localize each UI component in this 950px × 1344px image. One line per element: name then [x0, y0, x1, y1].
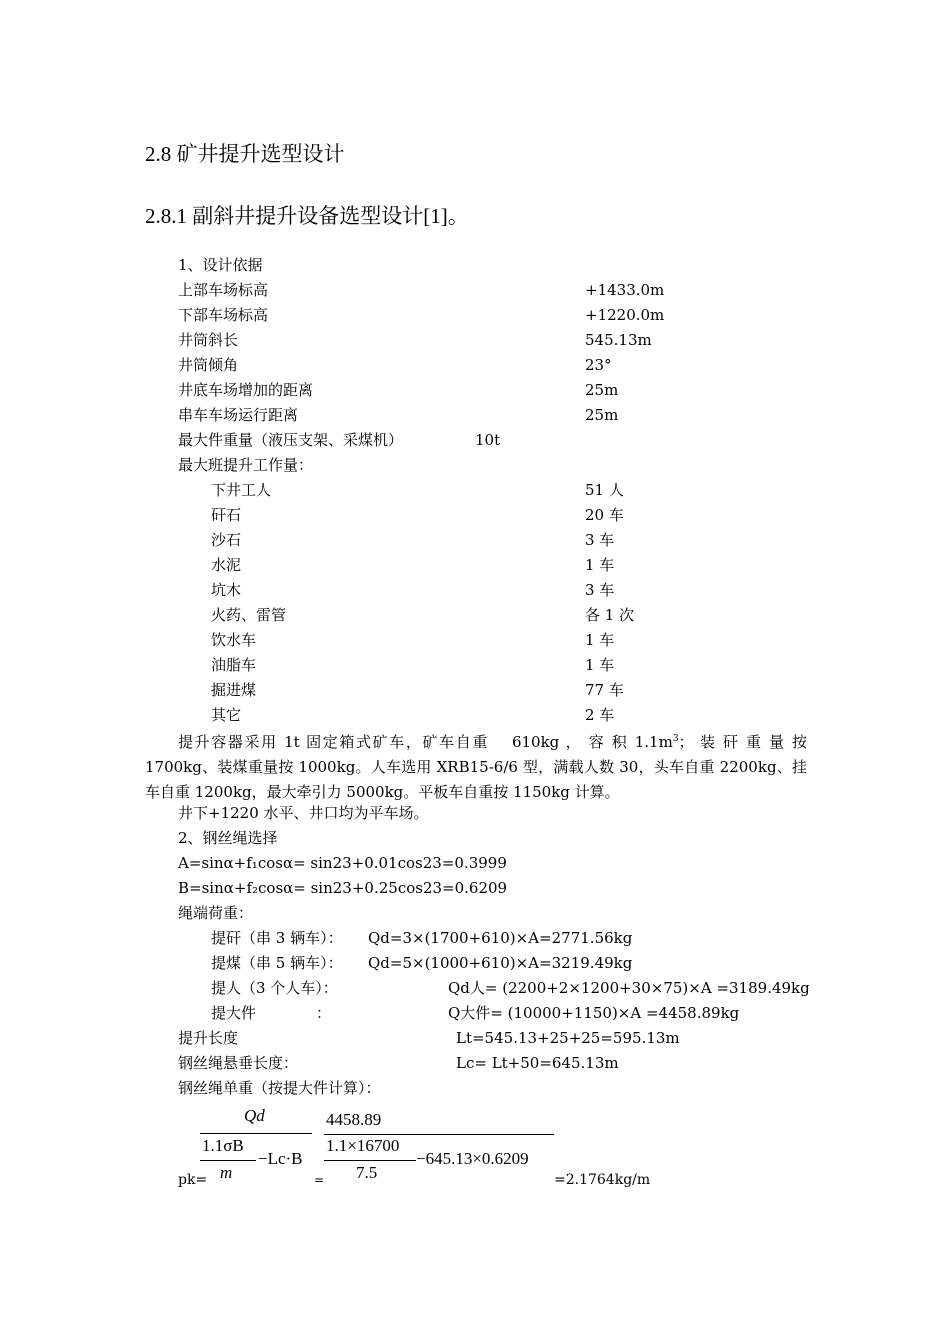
workload-item-label: 下井工人	[211, 481, 272, 499]
inner-fraction-bar	[200, 1160, 256, 1161]
workload-title: 最大班提升工作量：	[178, 456, 314, 474]
workload-item-label: 矸石	[211, 506, 242, 524]
load-expr: Qd=3×(1700+610)×A=2771.56kg	[368, 929, 633, 947]
load-label: 提大件 ：	[211, 1004, 332, 1022]
unit-weight-title: 钢丝绳单重（按提大件计算）：	[178, 1079, 381, 1097]
basis-row-value: 25m	[585, 406, 619, 424]
max-piece-value: 10t	[475, 431, 501, 449]
paragraph-superscript: 3	[672, 734, 679, 744]
paragraph-part-b: ； 装 矸 重 量 按 1700kg、装煤重量按 1000kg。人车选用 XRB15-6/6 型，满载人数 30，头车自重 2200kg、挂车自重 1200kg，最大牵引力 5000kg。平板车自重按 1150kg 计算。	[145, 733, 807, 801]
den-value-denominator: 7.5	[356, 1163, 378, 1182]
lift-length-label: 提升长度	[178, 1029, 239, 1047]
equals-sign: =	[314, 1173, 325, 1187]
workload-item-value: 1 车	[585, 656, 615, 674]
num-symbol: Qd	[244, 1106, 265, 1125]
pk-formula	[178, 1100, 678, 1195]
formula-b: B=sinα+f₂cosα= sin23+0.25cos23=0.6209	[178, 879, 508, 897]
basis-row-value: +1433.0m	[585, 281, 665, 299]
workload-item-value: 3 车	[585, 531, 615, 549]
workload-item-value: 1 车	[585, 631, 615, 649]
workload-item-label: 掘进煤	[211, 681, 257, 699]
basis-row-value: 545.13m	[585, 331, 652, 349]
rope-selection-title: 2、钢丝绳选择	[178, 829, 278, 847]
max-piece-label: 最大件重量（液压支架、采煤机）	[178, 431, 404, 449]
rope-length-label: 钢丝绳悬垂长度：	[178, 1054, 299, 1072]
main-fraction-bar-numeric	[324, 1134, 554, 1135]
workload-item-value: 1 车	[585, 556, 615, 574]
workload-item-label: 坑木	[211, 581, 242, 599]
workload-item-label: 火药、雷管	[211, 606, 287, 624]
workload-item-value: 20 车	[585, 506, 624, 524]
basis-row-label: 井筒倾角	[178, 356, 239, 374]
load-expr: Qd人= (2200+2×1200+30×75)×A =3189.49kg	[448, 979, 810, 997]
num-value: 4458.89	[326, 1110, 382, 1129]
den-value-rest: −645.13×0.6209	[416, 1149, 529, 1168]
paragraph-part-a: 提升容器采用 1t 固定箱式矿车，矿车自重 610kg ， 容 积 1.1m	[178, 733, 673, 751]
basis-row-label: 上部车场标高	[178, 281, 269, 299]
section-heading-2-8: 2.8 矿井提升选型设计	[145, 142, 345, 166]
workload-item-label: 饮水车	[211, 631, 257, 649]
main-fraction-bar	[200, 1133, 312, 1134]
inner-fraction-bar-numeric	[324, 1160, 416, 1161]
den-symbol-rest: −Lc·B	[258, 1149, 303, 1168]
basis-row-value: 23°	[585, 356, 612, 374]
workload-item-value: 3 车	[585, 581, 615, 599]
workload-item-value: 77 车	[585, 681, 624, 699]
basis-row-label: 串车车场运行距离	[178, 406, 299, 424]
workload-item-value: 51 人	[585, 481, 624, 499]
workload-item-label: 水泥	[211, 556, 242, 574]
workload-item-label: 沙石	[211, 531, 242, 549]
basis-row-label: 井底车场增加的距离	[178, 381, 314, 399]
basis-row-label: 下部车场标高	[178, 306, 269, 324]
den-value-numerator: 1.1×16700	[326, 1136, 400, 1155]
workload-item-label: 其它	[211, 706, 242, 724]
den-symbol-denominator: m	[220, 1163, 233, 1182]
workload-item-value: 各 1 次	[585, 606, 635, 624]
pk-result: =2.1764kg/m	[554, 1172, 651, 1188]
workload-item-label: 油脂车	[211, 656, 257, 674]
platform-note: 井下+1220 水平、井口均为平车场。	[178, 804, 429, 822]
basis-row-value: +1220.0m	[585, 306, 665, 324]
lift-length-expr: Lt=545.13+25+25=595.13m	[456, 1029, 680, 1047]
load-expr: Q大件= (10000+1150)×A =4458.89kg	[448, 1004, 740, 1022]
den-symbol-numerator: 1.1σB	[202, 1136, 244, 1155]
rope-length-expr: Lc= Lt+50=645.13m	[456, 1054, 619, 1072]
rope-end-load-title: 绳端荷重：	[178, 904, 254, 922]
load-label: 提煤（串 5 辆车）：	[211, 954, 343, 972]
container-paragraph	[145, 727, 807, 804]
design-basis-title: 1、设计依据	[178, 256, 263, 274]
workload-item-value: 2 车	[585, 706, 615, 724]
load-label: 提矸（串 3 辆车）：	[211, 929, 343, 947]
load-expr: Qd=5×(1000+610)×A=3219.49kg	[368, 954, 633, 972]
basis-row-label: 井筒斜长	[178, 331, 239, 349]
load-label: 提人（3 个人车）：	[211, 979, 338, 997]
formula-a: A=sinα+f₁cosα= sin23+0.01cos23=0.3999	[178, 854, 507, 872]
pk-lhs: pk=	[178, 1172, 208, 1188]
basis-row-value: 25m	[585, 381, 619, 399]
section-heading-2-8-1: 2.8.1 副斜井提升设备选型设计[1]。	[145, 204, 469, 228]
